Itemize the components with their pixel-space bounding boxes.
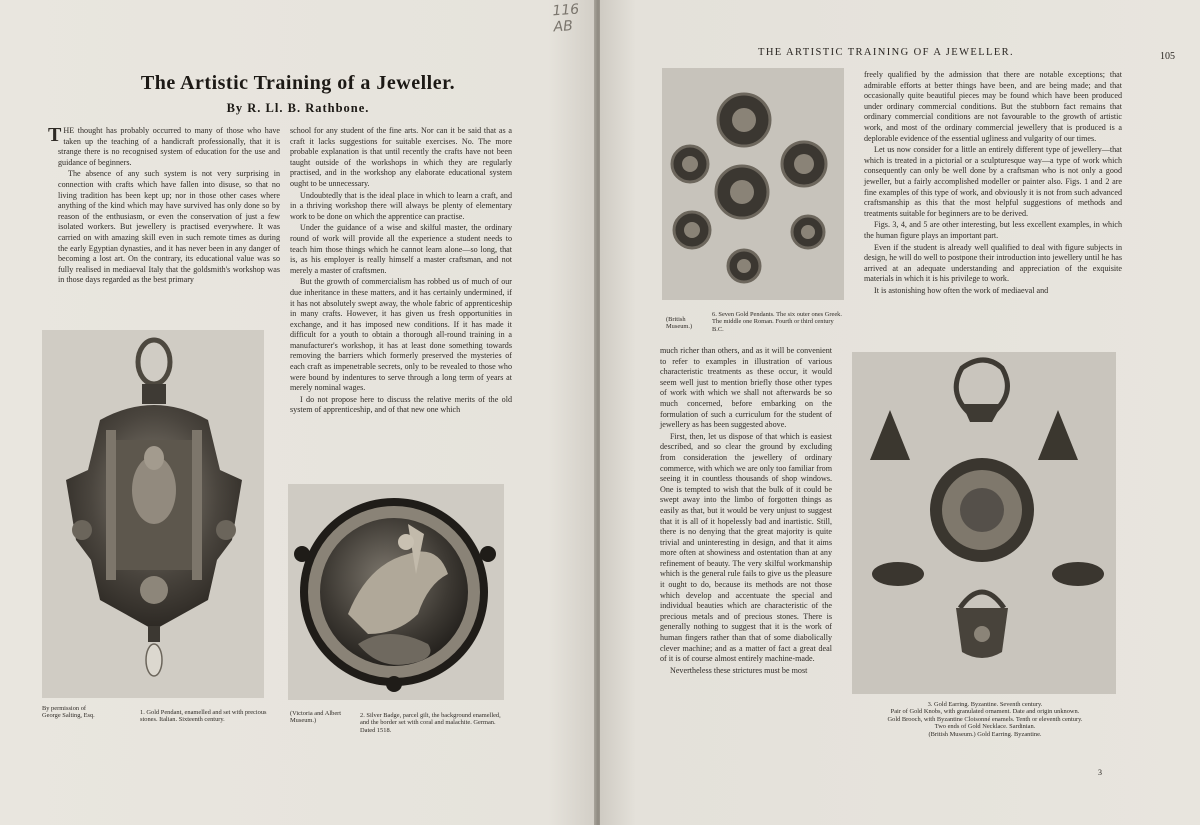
left-column-2: [290, 126, 512, 417]
fig7-caption-line-2: Gold Brooch, with Byzantine Cloisonné enamels. Tenth or eleventh century.: [887, 715, 1083, 723]
silver-badge-illustration: [288, 484, 504, 700]
fig1-caption: 1. Gold Pendant, enamelled and set with precious stones. Italian. Sixteenth century.: [140, 709, 267, 724]
right-mid-para-0: much richer than others, and as it will be convenient to refer to examples in illustration of various characteristic treatments as these occur, it would seem well just to mention briefly those other types of work with which we shall not afterwards be so much concerned, before embarking on the formulation of such a curriculum for the student of jewellery as has been suggested above.: [660, 346, 832, 430]
figure-seven-pendants: [662, 68, 844, 300]
fig2-credit: (Victoria and Albert Museum.): [290, 710, 342, 725]
left-col2-para-2: Under the guidance of a wise and skilful master, the ordinary round of work will provide all the experience a student needs to teach him those things which he cannot learn alone—so long, that is, as his employer is really himself a master craftsman, and not merely a master of craftsmen.: [290, 223, 512, 275]
figure-gold-pendant: [42, 330, 264, 698]
fig6-credit: (British Museum.): [666, 316, 693, 331]
left-col1-para-1: The absence of any such system is not very surprising in connection with crafts which have fallen into disuse, so that no living tradition has been kept up; nor in those other cases where anything of the kind which may have survived has only done so by reason of the enthusiasm, or even the conservation of just a few isolated workers. But jewellery is practised everywhere. It was carried on with amazing skill even in such remote times as during the early Egyptian dynasties, and it has never been in any danger of becoming a lost art. On the contrary, its educational value was so fully realised in mediaeval Italy that the goldsmith's workshop was in those days regarded as the best primary: [58, 169, 280, 285]
right-top-para-0: freely qualified by the admission that there are notable exceptions; that admirable efforts at better things have been, and are being made; and that occasionally quite beautiful pieces may be found which have been produced under ordinary commercial conditions. But the stubborn fact remains that ordinary commercial conditions are not favourable to the growth of artistic work, and most of the ordinary commercial jewellery that is produced is a deplorable evidence of the essential ugliness and vulgarity of our times.: [864, 70, 1122, 143]
left-col2-para-1: Undoubtedly that is the ideal place in which to learn a craft, and in a thriving workshop there will always be plenty of elementary work to be done on which the apprentice can practise.: [290, 190, 512, 221]
right-column-top: [864, 70, 1122, 297]
right-top-para-3: Even if the student is already well qualified to deal with figure subjects in design, he will do well to postpone their introduction into jewellery until he has arrived at an adequate understanding and appreciation of the exquisite materials in which it is his privilege to work.: [864, 242, 1122, 284]
figure-silver-badge: [288, 484, 504, 700]
left-col1-para-0: HE thought has probably occurred to many of those who have taken up the teaching of a handicraft professionally, that it is strange there is no recognised system of education for the use and guidance of beginners.: [58, 126, 280, 167]
left-col2-para-0: school for any student of the fine arts. Nor can it be said that as a craft it lacks suggestions for suitable exercises. No. The more probable explanation is that until recently the crafts have not been taught outside of the workshops in which they are regularly practised, and in the workshop any elaborate educational system ought to be unnecessary.: [290, 126, 512, 188]
gold-pendant-illustration: [42, 330, 264, 698]
right-top-para-4: It is astonishing how often the work of mediaeval and: [874, 285, 1049, 295]
fig1-credit: By permission of George Salting, Esq.: [42, 705, 95, 720]
footer-mark: 3: [1098, 768, 1102, 777]
left-col2-para-3: But the growth of commercialism has robbed us of much of our due inheritance in these matters, and it has certainly undermined, if it has not absolutely swept away, the whole fabric of apprenticeship in many crafts. However, it has given us fresh opportunities in exchange, and it has imposed new conditions. If it has made it difficult for a youth to obtain a thorough all-round training in a manufacturer's workshop, it has at least done something towards removing the barriers which formerly preserved the mysteries of each craft as impenetrable secrets, only to be revealed to those who were bound by indentures to serve through a long term of years at merely nominal wages.: [290, 277, 512, 393]
drop-cap: T: [48, 124, 62, 146]
pendants-illustration: [662, 68, 844, 300]
fig7-caption-line-0: 3. Gold Earring. Byzantine. Seventh century.: [927, 701, 1043, 708]
running-head: THE ARTISTIC TRAINING OF A JEWELLER.: [758, 47, 1015, 58]
left-page: [0, 0, 596, 825]
left-column-1: [48, 124, 280, 287]
right-mid-para-1: First, then, let us dispose of that which is easiest described, and so clear the ground by excluding from consideration the jewellery of ordinary commerce, with which we are only too familiar from seeing it in countless thousands of shop windows. One is tempted to wish that the bulk of it could be swept away into the limbo of forgotten things as easily as that, but it would be very unjust to suggest that it is all of it hopelessly bad and inartistic. Still, there is no denying that the great majority is quite trivial and uninteresting in design, and that it aims more often at showiness and ostentation than at any refinement of beauty. The very skilful workmanship which is the general rule fails to give us the pleasure it ought to do, because its methods are not those which develop and accentuate the special and individual beauties which are characteristic of the precious metals and of precious stones. There is generally nothing to suggest that it is the work of human fingers rather than that of some diabolically clever machine; and as a matter of fact a great deal of it is of course almost entirely machine-made.: [660, 431, 832, 664]
earrings-brooch-illustration: [852, 352, 1116, 694]
article-title: The Artistic Training of a Jeweller.: [140, 72, 456, 94]
fig7-caption-line-1: Pair of Gold Knobs, with granulated ornament. Date and origin unknown.: [890, 708, 1080, 716]
right-mid-para-2: Nevertheless these strictures must be most: [670, 665, 808, 675]
right-page: [600, 0, 1200, 825]
right-top-para-1: Let us now consider for a little an entirely different type of jewellery—that which is treated in a pictorial or a sculpturesque way—a type of work which consequently can only be well done by a craftsman who is not only a good jeweller, but a fairly accomplished modeller or painter also. Figs. 1 and 2 are fine examples of this type of work, and obviously it is not from such advanced craftsmanship as this that the most helpful suggestions of methods and treatments suitable for beginners are to be derived.: [864, 145, 1122, 218]
article-byline: By R. Ll. B. Rathbone.: [226, 101, 370, 115]
page-number: 105: [1160, 51, 1175, 62]
fig7-caption-line-4: (British Museum.) Gold Earring. Byzantine.: [928, 730, 1042, 738]
right-top-para-2: Figs. 3, 4, and 5 are other interesting, but less excellent examples, in which the human figure plays an important part.: [864, 220, 1122, 240]
fig2-caption: 2. Silver Badge, parcel gilt, the background enamelled, and the border set with coral and malachite. German. Dated 1518.: [360, 712, 501, 734]
figure-earrings-brooch: [852, 352, 1116, 694]
right-column-mid: [660, 346, 832, 677]
left-col2-para-4: I do not propose here to discuss the relative merits of the old system of apprenticeship, and of that new one which: [290, 394, 512, 415]
fig7-caption: [852, 701, 1118, 738]
fig7-caption-line-3: Two ends of Gold Necklace. Sardinian.: [934, 723, 1036, 731]
fig6-caption: 6. Seven Gold Pendants. The six outer ones Greek. The middle one Roman. Fourth or third century B.C.: [712, 311, 842, 333]
handwritten-annotation: 116 AB: [551, 1, 580, 36]
